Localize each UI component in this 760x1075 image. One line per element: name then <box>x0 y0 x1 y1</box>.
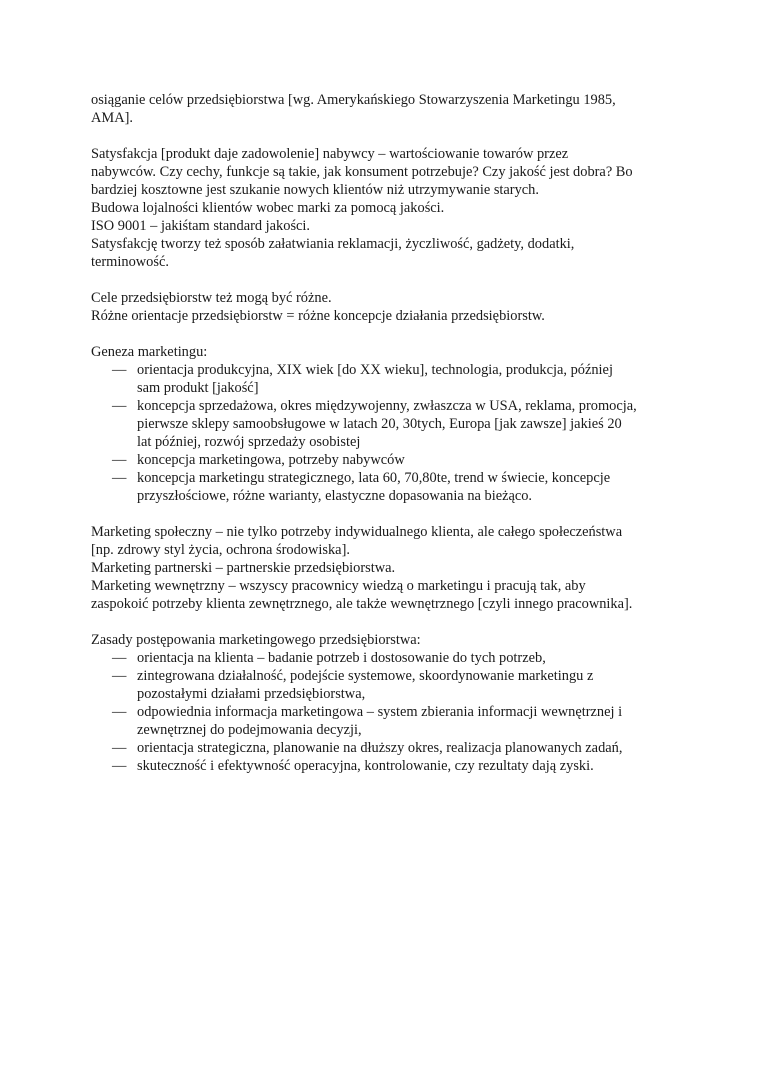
text-line: ISO 9001 – jakiśtam standard jakości. <box>91 218 311 234</box>
text-line: zaspokoić potrzeby klienta zewnętrznego, ale także wewnętrznego [czyli innego pracownika]. <box>91 596 633 612</box>
section-heading: Zasady postępowania marketingowego przedsiębiorstwa: <box>91 632 421 648</box>
list-item <box>91 397 681 451</box>
paragraph-gap <box>91 505 681 523</box>
list-item-line: orientacja strategiczna, planowanie na dłuższy okres, realizacja planowanych zadań, <box>137 740 623 756</box>
paragraph-cele <box>91 289 681 325</box>
paragraph-gap <box>91 271 681 289</box>
dash-bullet-icon: — <box>112 668 127 684</box>
list-item-line: odpowiednia informacja marketingowa – system zbierania informacji wewnętrznej i <box>137 704 623 720</box>
list-item-line: sam produkt [jakość] <box>137 380 259 396</box>
list-item-line: zintegrowana działalność, podejście systemowe, skoordynowanie marketingu z <box>137 668 594 684</box>
list-item <box>91 739 681 757</box>
dash-bullet-icon: — <box>112 452 127 468</box>
section-geneza <box>91 343 681 505</box>
text-line: AMA]. <box>91 110 133 126</box>
dash-bullet-icon: — <box>112 704 127 720</box>
text-line: osiąganie celów przedsiębiorstwa [wg. Amerykańskiego Stowarzyszenia Marketingu 1985, <box>91 92 616 108</box>
list-item-line: skuteczność i efektywność operacyjna, kontrolowanie, czy rezultaty dają zyski. <box>137 758 594 774</box>
dash-bullet-icon: — <box>112 740 127 756</box>
paragraph-satysfakcja <box>91 145 681 271</box>
text-line: Budowa lojalności klientów wobec marki za pomocą jakości. <box>91 200 445 216</box>
text-line: terminowość. <box>91 254 169 270</box>
list-item <box>91 667 681 703</box>
list-item <box>91 469 681 505</box>
document-body <box>91 91 681 775</box>
paragraph-gap <box>91 613 681 631</box>
list-item-line: orientacja produkcyjna, XIX wiek [do XX wieku], technologia, produkcja, później <box>137 362 613 378</box>
text-line: bardziej kosztowne jest szukanie nowych klientów niż utrzymywanie starych. <box>91 182 539 198</box>
text-line: [np. zdrowy styl życia, ochrona środowiska]. <box>91 542 350 558</box>
text-line: Satysfakcja [produkt daje zadowolenie] nabywcy – wartościowanie towarów przez <box>91 146 569 162</box>
paragraph-gap <box>91 325 681 343</box>
list-item-line: orientacja na klienta – badanie potrzeb i dostosowanie do tych potrzeb, <box>137 650 546 666</box>
text-line: Satysfakcję tworzy też sposób załatwiania reklamacji, życzliwość, gadżety, dodatki, <box>91 236 575 252</box>
dash-bullet-icon: — <box>112 398 127 414</box>
list-item-line: koncepcja sprzedażowa, okres międzywojenny, zwłaszcza w USA, reklama, promocja, <box>137 398 637 414</box>
paragraph-marketing-types <box>91 523 681 613</box>
text-line: nabywców. Czy cechy, funkcje są takie, jak konsument potrzebuje? Czy jakość jest dobra? Bo <box>91 164 633 180</box>
text-line: Marketing partnerski – partnerskie przedsiębiorstwa. <box>91 560 396 576</box>
dash-bullet-icon: — <box>112 362 127 378</box>
text-line: Różne orientacje przedsiębiorstw = różne koncepcje działania przedsiębiorstw. <box>91 308 545 324</box>
section-heading: Geneza marketingu: <box>91 344 208 360</box>
dash-bullet-icon: — <box>112 650 127 666</box>
list-item <box>91 757 681 775</box>
paragraph-ama <box>91 91 681 127</box>
list-item-line: pierwsze sklepy samoobsługowe w latach 20, 30tych, Europa [jak zawsze] jakieś 20 <box>137 416 622 432</box>
text-line: Marketing wewnętrzny – wszyscy pracownicy wiedzą o marketingu i pracują tak, aby <box>91 578 586 594</box>
list-item-line: koncepcja marketingowa, potrzeby nabywców <box>137 452 405 468</box>
text-line: Cele przedsiębiorstw też mogą być różne. <box>91 290 332 306</box>
list-item-line: przyszłościowe, różne warianty, elastyczne dopasowania na bieżąco. <box>137 488 533 504</box>
list-item-line: lat później, rozwój sprzedaży osobistej <box>137 434 361 450</box>
dash-bullet-icon: — <box>112 758 127 774</box>
list-item-line: zewnętrznej do podejmowania decyzji, <box>137 722 362 738</box>
text-line: Marketing społeczny – nie tylko potrzeby indywidualnego klienta, ale całego społeczeństwa <box>91 524 623 540</box>
paragraph-gap <box>91 127 681 145</box>
zasady-list <box>91 649 681 775</box>
section-zasady <box>91 631 681 775</box>
list-item-line: koncepcja marketingu strategicznego, lata 60, 70,80te, trend w świecie, koncepcje <box>137 470 611 486</box>
list-item-line: pozostałymi działami przedsiębiorstwa, <box>137 686 366 702</box>
list-item <box>91 649 681 667</box>
list-item <box>91 361 681 397</box>
geneza-list <box>91 361 681 505</box>
list-item <box>91 451 681 469</box>
dash-bullet-icon: — <box>112 470 127 486</box>
list-item <box>91 703 681 739</box>
